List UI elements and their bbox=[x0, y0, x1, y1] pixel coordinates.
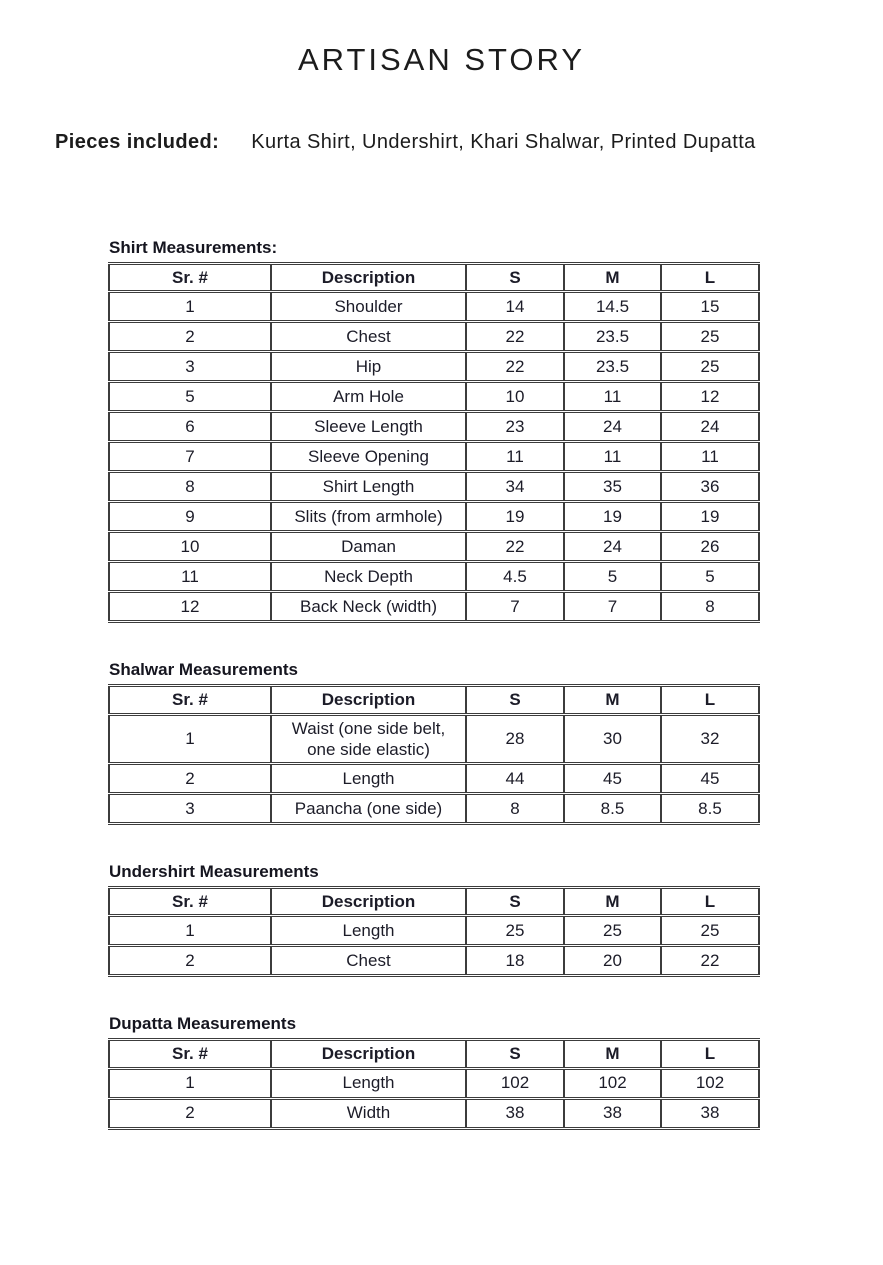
table-row bbox=[109, 714, 759, 764]
table-cell: 25 bbox=[661, 352, 759, 382]
col-header-sr: Sr. # bbox=[109, 888, 271, 916]
table-cell: 19 bbox=[564, 502, 661, 532]
table-cell: 11 bbox=[661, 442, 759, 472]
table-cell: Hip bbox=[271, 352, 466, 382]
table-cell: Waist (one side belt, one side elastic) bbox=[271, 714, 466, 764]
table-row bbox=[109, 532, 759, 562]
table-cell: 12 bbox=[109, 592, 271, 622]
table-cell: 6 bbox=[109, 412, 271, 442]
table-cell: Arm Hole bbox=[271, 382, 466, 412]
table-cell: 22 bbox=[466, 532, 564, 562]
table-cell: 7 bbox=[466, 592, 564, 622]
col-header-l: L bbox=[661, 888, 759, 916]
table-cell: 14.5 bbox=[564, 292, 661, 322]
table-cell: 44 bbox=[466, 764, 564, 794]
table-cell: Length bbox=[271, 916, 466, 946]
table-row bbox=[109, 352, 759, 382]
table-cell: 25 bbox=[564, 916, 661, 946]
table-cell: 5 bbox=[109, 382, 271, 412]
table-cell: 7 bbox=[564, 592, 661, 622]
table-row bbox=[109, 292, 759, 322]
table-cell: 23 bbox=[466, 412, 564, 442]
table-cell: 10 bbox=[109, 532, 271, 562]
table-cell: Back Neck (width) bbox=[271, 592, 466, 622]
table-cell: Neck Depth bbox=[271, 562, 466, 592]
size-chart-page bbox=[0, 42, 883, 1265]
table-cell: 11 bbox=[564, 442, 661, 472]
table-cell: 32 bbox=[661, 714, 759, 764]
table-row bbox=[109, 412, 759, 442]
col-header-s: S bbox=[466, 888, 564, 916]
table-cell: Slits (from armhole) bbox=[271, 502, 466, 532]
pieces-included-label: Pieces included: bbox=[55, 131, 220, 153]
table-cell: 38 bbox=[466, 1098, 564, 1128]
table-cell: 26 bbox=[661, 532, 759, 562]
table-cell: 15 bbox=[661, 292, 759, 322]
undershirt-measurements-table bbox=[108, 886, 760, 977]
dupatta-measurements-heading: Dupatta Measurements bbox=[109, 1014, 297, 1034]
table-cell: 11 bbox=[109, 562, 271, 592]
undershirt-measurements-heading: Undershirt Measurements bbox=[109, 862, 319, 881]
table-cell: 7 bbox=[109, 442, 271, 472]
table-cell: 45 bbox=[661, 764, 759, 794]
table-cell: 22 bbox=[661, 946, 759, 976]
col-header-sr: Sr. # bbox=[109, 686, 271, 714]
col-header-m: M bbox=[564, 888, 661, 916]
table-cell: 24 bbox=[564, 412, 661, 442]
pieces-included-line bbox=[55, 131, 883, 154]
section-shirt-measurements bbox=[108, 238, 758, 623]
table-header-row bbox=[109, 264, 759, 292]
page-title: ARTISAN STORY bbox=[297, 42, 586, 77]
table-cell: 102 bbox=[466, 1068, 564, 1098]
pieces-included-value: Kurta Shirt, Undershirt, Khari Shalwar, Printed Dupatta bbox=[251, 131, 756, 153]
col-header-l: L bbox=[661, 686, 759, 714]
table-cell: 9 bbox=[109, 502, 271, 532]
table-cell: 25 bbox=[466, 916, 564, 946]
col-header-description: Description bbox=[271, 686, 466, 714]
table-cell: Chest bbox=[271, 322, 466, 352]
shirt-measurements-heading: Shirt Measurements: bbox=[109, 238, 278, 257]
table-cell: 8.5 bbox=[661, 794, 759, 824]
table-cell: 2 bbox=[109, 1098, 271, 1128]
col-header-l: L bbox=[661, 264, 759, 292]
table-cell: 8 bbox=[109, 472, 271, 502]
table-cell: 35 bbox=[564, 472, 661, 502]
table-row bbox=[109, 1098, 759, 1128]
table-cell: 1 bbox=[109, 916, 271, 946]
table-cell: 28 bbox=[466, 714, 564, 764]
table-cell: Sleeve Opening bbox=[271, 442, 466, 472]
table-cell: 19 bbox=[661, 502, 759, 532]
col-header-sr: Sr. # bbox=[109, 1040, 271, 1068]
table-cell: Chest bbox=[271, 946, 466, 976]
table-header-row bbox=[109, 1040, 759, 1068]
table-cell: 23.5 bbox=[564, 322, 661, 352]
table-cell: 45 bbox=[564, 764, 661, 794]
section-undershirt-measurements bbox=[108, 862, 758, 977]
table-cell: 20 bbox=[564, 946, 661, 976]
table-cell: 38 bbox=[564, 1098, 661, 1128]
table-row bbox=[109, 562, 759, 592]
col-header-description: Description bbox=[271, 888, 466, 916]
table-cell: 22 bbox=[466, 322, 564, 352]
table-cell: 25 bbox=[661, 916, 759, 946]
col-header-m: M bbox=[564, 264, 661, 292]
table-cell: 2 bbox=[109, 322, 271, 352]
table-cell: 8 bbox=[661, 592, 759, 622]
table-cell: Sleeve Length bbox=[271, 412, 466, 442]
table-cell: 8 bbox=[466, 794, 564, 824]
table-cell: Length bbox=[271, 764, 466, 794]
table-cell: 2 bbox=[109, 764, 271, 794]
table-row bbox=[109, 322, 759, 352]
table-cell: 1 bbox=[109, 714, 271, 764]
table-cell: 4.5 bbox=[466, 562, 564, 592]
col-header-m: M bbox=[564, 686, 661, 714]
table-row bbox=[109, 1068, 759, 1098]
table-cell: 22 bbox=[466, 352, 564, 382]
dupatta-measurements-table bbox=[108, 1038, 760, 1129]
table-row bbox=[109, 472, 759, 502]
table-cell: 1 bbox=[109, 292, 271, 322]
table-cell: 3 bbox=[109, 794, 271, 824]
table-row bbox=[109, 764, 759, 794]
table-header-row bbox=[109, 686, 759, 714]
shirt-measurements-table bbox=[108, 262, 760, 623]
table-cell: 24 bbox=[564, 532, 661, 562]
table-row bbox=[109, 946, 759, 976]
table-row bbox=[109, 442, 759, 472]
table-cell: 38 bbox=[661, 1098, 759, 1128]
section-shalwar-measurements bbox=[108, 660, 758, 825]
col-header-description: Description bbox=[271, 1040, 466, 1068]
table-cell: 3 bbox=[109, 352, 271, 382]
table-cell: 102 bbox=[661, 1068, 759, 1098]
table-cell: Daman bbox=[271, 532, 466, 562]
table-cell: Length bbox=[271, 1068, 466, 1098]
table-cell: 5 bbox=[564, 562, 661, 592]
col-header-description: Description bbox=[271, 264, 466, 292]
table-cell: 11 bbox=[564, 382, 661, 412]
col-header-s: S bbox=[466, 264, 564, 292]
table-cell: Paancha (one side) bbox=[271, 794, 466, 824]
table-cell: 19 bbox=[466, 502, 564, 532]
table-cell: 11 bbox=[466, 442, 564, 472]
table-cell: 2 bbox=[109, 946, 271, 976]
table-header-row bbox=[109, 888, 759, 916]
table-cell: 5 bbox=[661, 562, 759, 592]
table-cell: 102 bbox=[564, 1068, 661, 1098]
table-cell: 34 bbox=[466, 472, 564, 502]
table-cell: 36 bbox=[661, 472, 759, 502]
table-cell: 25 bbox=[661, 322, 759, 352]
table-cell: 23.5 bbox=[564, 352, 661, 382]
shalwar-measurements-heading: Shalwar Measurements bbox=[109, 660, 298, 680]
col-header-l: L bbox=[661, 1040, 759, 1068]
shalwar-measurements-table bbox=[108, 684, 760, 825]
table-cell: Shirt Length bbox=[271, 472, 466, 502]
table-cell: 1 bbox=[109, 1068, 271, 1098]
table-cell: Shoulder bbox=[271, 292, 466, 322]
table-row bbox=[109, 916, 759, 946]
table-row bbox=[109, 382, 759, 412]
table-cell: 10 bbox=[466, 382, 564, 412]
table-cell: Width bbox=[271, 1098, 466, 1128]
table-row bbox=[109, 502, 759, 532]
col-header-s: S bbox=[466, 1040, 564, 1068]
table-cell: 18 bbox=[466, 946, 564, 976]
table-row bbox=[109, 794, 759, 824]
table-cell: 14 bbox=[466, 292, 564, 322]
col-header-sr: Sr. # bbox=[109, 264, 271, 292]
table-cell: 12 bbox=[661, 382, 759, 412]
col-header-s: S bbox=[466, 686, 564, 714]
col-header-m: M bbox=[564, 1040, 661, 1068]
table-row bbox=[109, 592, 759, 622]
section-dupatta-measurements bbox=[108, 1014, 758, 1129]
table-cell: 24 bbox=[661, 412, 759, 442]
table-cell: 8.5 bbox=[564, 794, 661, 824]
table-cell: 30 bbox=[564, 714, 661, 764]
